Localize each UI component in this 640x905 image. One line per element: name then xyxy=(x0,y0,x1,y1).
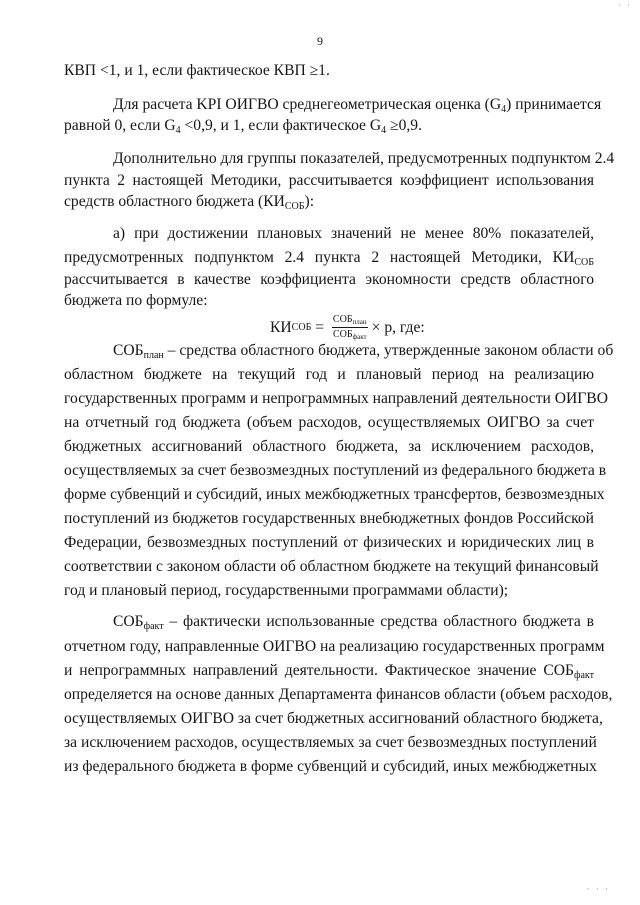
text-span: предусмотренных подпунктом 2.4 пункта 2 настоящей Методики, КИ xyxy=(64,249,575,266)
text-line xyxy=(64,249,594,267)
denominator-text: СОБ xyxy=(332,329,353,340)
subscript: СОБ xyxy=(574,257,594,268)
text-line: КВП <1, и 1, если фактическое КВП ≥1. xyxy=(64,62,330,79)
text-span: – средства областного бюджета, утвержденные законом области об xyxy=(163,342,614,359)
text-line xyxy=(64,193,314,211)
denominator-subscript: факт xyxy=(352,333,367,341)
subscript: 4 xyxy=(175,125,181,136)
text-line: рассчитывается в качестве коэффициента экономности средств областного xyxy=(64,271,594,288)
text-span: Для расчета KPI ОИГВО среднегеометрическая оценка (G xyxy=(113,96,502,113)
numerator-text: СОБ xyxy=(332,314,353,325)
text-line: государственных программ и непрограммных направлений деятельности ОИГВО xyxy=(64,390,608,407)
text-line: отчетном году, направленные ОИГВО на реализацию государственных программ xyxy=(64,638,605,655)
text-line: Дополнительно для группы показателей, предусмотренных подпунктом 2.4 xyxy=(113,150,615,167)
subscript: факт xyxy=(573,670,594,681)
text-line: поступлений из бюджетов государственных внебюджетных фондов Российской xyxy=(64,510,594,527)
subscript: план xyxy=(143,350,164,361)
subscript: 4 xyxy=(381,125,387,136)
text-line: из федерального бюджета в форме субвенций и субсидий, иных межбюджетных xyxy=(64,758,597,775)
text-line: год и плановый период, государственными программами области); xyxy=(64,582,509,599)
text-line xyxy=(113,613,594,631)
page-number: 9 xyxy=(317,34,323,48)
text-line: форме субвенций и субсидий, иных межбюджетных трансфертов, безвозмездных xyxy=(64,486,605,503)
text-span: ≥0,9. xyxy=(386,117,422,134)
subscript: СОБ xyxy=(284,201,305,212)
text-line: за исключением расходов, осуществляемых за счет безвозмездных поступлений xyxy=(64,734,597,751)
numerator-subscript: план xyxy=(352,318,367,326)
text-line xyxy=(64,117,422,135)
text-line: Федерации, безвозмездных поступлений от физических и юридических лиц в xyxy=(64,534,594,551)
text-line: осуществляемых за счет безвозмездных поступлений из федерального бюджета в xyxy=(64,462,607,479)
text-line: а) при достижении плановых значений не менее 80% показателей, xyxy=(113,225,594,242)
formula: КИ СОБ = $\frac{СОБ_{план}}{СОБ_{факт}}$ × p, где: xyxy=(270,314,425,341)
fraction-denominator xyxy=(332,328,368,341)
text-span: – фактически использованные средства областного бюджета в xyxy=(163,613,594,630)
text-line xyxy=(113,342,614,361)
text-span: средств областного бюджета (КИ xyxy=(64,193,285,210)
formula-tail: × p, где: xyxy=(371,318,425,336)
text-span: ) принимается xyxy=(506,96,602,113)
subscript: факт xyxy=(143,621,164,632)
text-line: бюджета по формуле: xyxy=(64,292,208,309)
text-span: <0,9, и 1, если фактическое G xyxy=(180,117,382,134)
text-line: определяется на основе данных Департамента финансов области (объем расходов, xyxy=(64,686,613,703)
text-span: равной 0, если G xyxy=(64,117,176,134)
scan-artifact-top: · · xyxy=(617,0,632,10)
text-line: пункта 2 настоящей Методики, рассчитывается коэффициент использования xyxy=(64,172,594,189)
text-span: ): xyxy=(304,193,315,210)
text-line: областном бюджете на текущий год и плановый период на реализацию xyxy=(64,366,594,383)
text-span: и непрограммных направлений деятельности. Фактическое значение СОБ xyxy=(64,662,574,679)
formula-equals: = xyxy=(311,318,328,336)
formula-fraction xyxy=(332,314,368,341)
formula-lhs: КИ xyxy=(270,318,292,336)
scan-artifact-bottom: · · · xyxy=(586,884,610,894)
text-line: на отчетный год бюджета (объем расходов, осуществляемых ОИГВО за счет xyxy=(64,414,594,431)
text-line: соответствии с законом области об областном бюджете на текущий финансовый xyxy=(64,558,599,575)
text-span: СОБ xyxy=(113,613,144,630)
text-line xyxy=(113,96,602,115)
text-line: бюджетных ассигнований областного бюджета, за исключением расходов, xyxy=(64,438,594,455)
subscript: 4 xyxy=(501,104,507,115)
fraction-numerator xyxy=(332,314,368,328)
text-line: осуществляемых ОИГВО за счет бюджетных ассигнований областного бюджета, xyxy=(64,710,603,727)
text-line xyxy=(64,662,594,680)
text-span: СОБ xyxy=(113,342,144,359)
